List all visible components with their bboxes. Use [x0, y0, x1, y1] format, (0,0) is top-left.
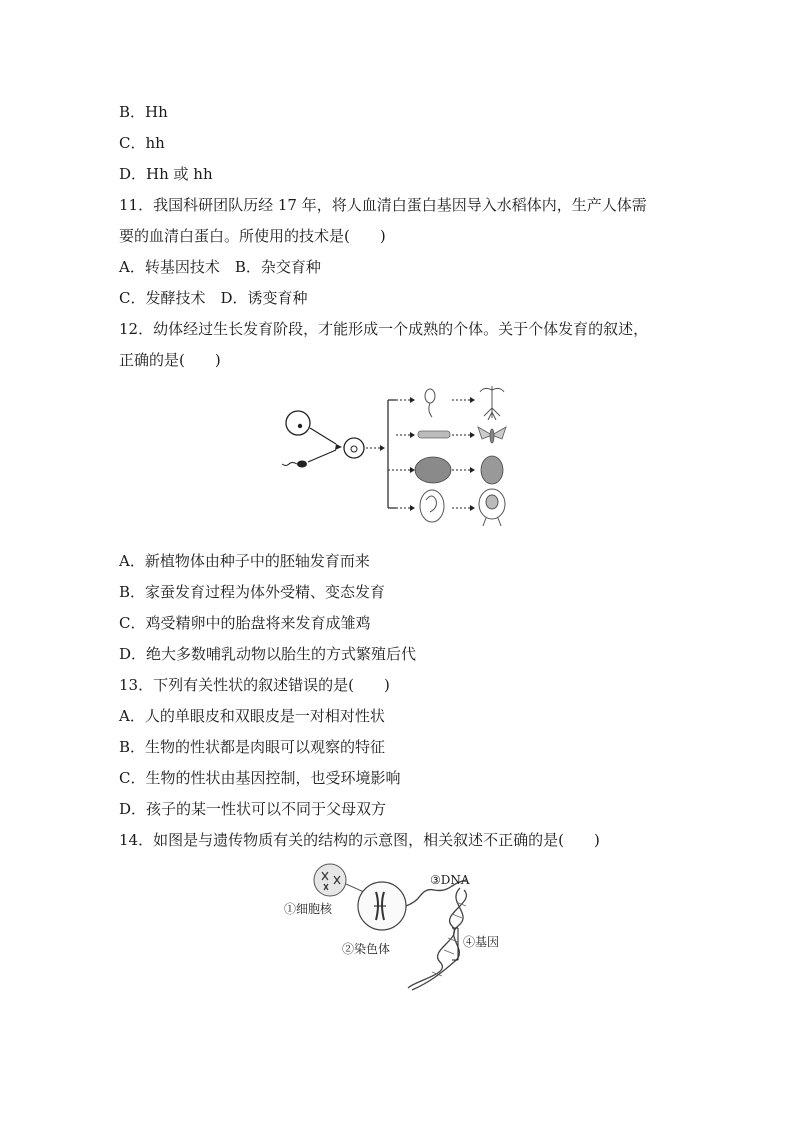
q14-stem: 14．如图是与遗传物质有关的结构的示意图，相关叙述不正确的是( ): [119, 831, 600, 849]
q12-option-c: C．鸡受精卵中的胎盘将来发育成雏鸡: [119, 614, 371, 632]
silkworm-icon: [418, 431, 450, 438]
q13-option-d: D．孩子的某一性状可以不同于父母双方: [119, 800, 387, 818]
q11-options-line2: C．发酵技术 D．诱变育种: [119, 289, 308, 307]
q13-option-a: A．人的单眼皮和双眼皮是一对相对性状: [119, 707, 385, 725]
uterus-icon: [479, 489, 505, 526]
chromosome-label: ②染色体: [342, 942, 391, 956]
moth-icon: [478, 427, 506, 443]
q10-option-b: B．Hh: [119, 103, 168, 121]
q13-option-b: B．生物的性状都是肉眼可以观察的特征: [119, 738, 386, 756]
nucleus-label: ①细胞核: [284, 902, 333, 916]
cell-nucleus-icon: [314, 864, 346, 896]
egg-icon: [286, 411, 310, 435]
fetus-icon: [420, 490, 444, 522]
dna-label: ③DNA: [430, 873, 470, 887]
development-diagram: [280, 378, 520, 538]
q12-option-b: B．家蚕发育过程为体外受精、变态发育: [119, 583, 386, 601]
q12-option-a: A．新植物体由种子中的胚轴发育而来: [119, 552, 370, 570]
chicken-egg-icon: [415, 457, 451, 483]
q11-options-line1: A．转基因技术 B．杂交育种: [119, 258, 321, 276]
zygote-icon: [344, 438, 364, 458]
q12-stem-line2: 正确的是( ): [119, 351, 221, 369]
q12-stem-line1: 12．幼体经过生长发育阶段，才能形成一个成熟的个体。关于个体发育的叙述，: [119, 320, 649, 338]
q11-stem-line1: 11．我国科研团队历经 17 年，将人血清白蛋白基因导入水稻体内，生产人体需: [119, 196, 647, 214]
q10-option-d: D．Hh 或 hh: [119, 165, 213, 183]
embryo-egg-icon: [481, 456, 503, 484]
q12-option-d: D．绝大多数哺乳动物以胎生的方式繁殖后代: [119, 645, 417, 663]
sperm-icon: [282, 461, 307, 468]
gene-label: ④基因: [463, 935, 500, 949]
q13-stem: 13．下列有关性状的叙述错误的是( ): [119, 676, 390, 694]
q11-stem-line2: 要的血清白蛋白。所使用的技术是( ): [119, 227, 386, 245]
q13-option-c: C．生物的性状由基因控制，也受环境影响: [119, 769, 401, 787]
q10-option-c: C．hh: [119, 134, 165, 152]
seed-icon: [425, 389, 435, 417]
genetic-structure-diagram: [280, 862, 520, 1002]
chromosome-icon: [358, 882, 406, 930]
plant-icon: [480, 386, 504, 420]
